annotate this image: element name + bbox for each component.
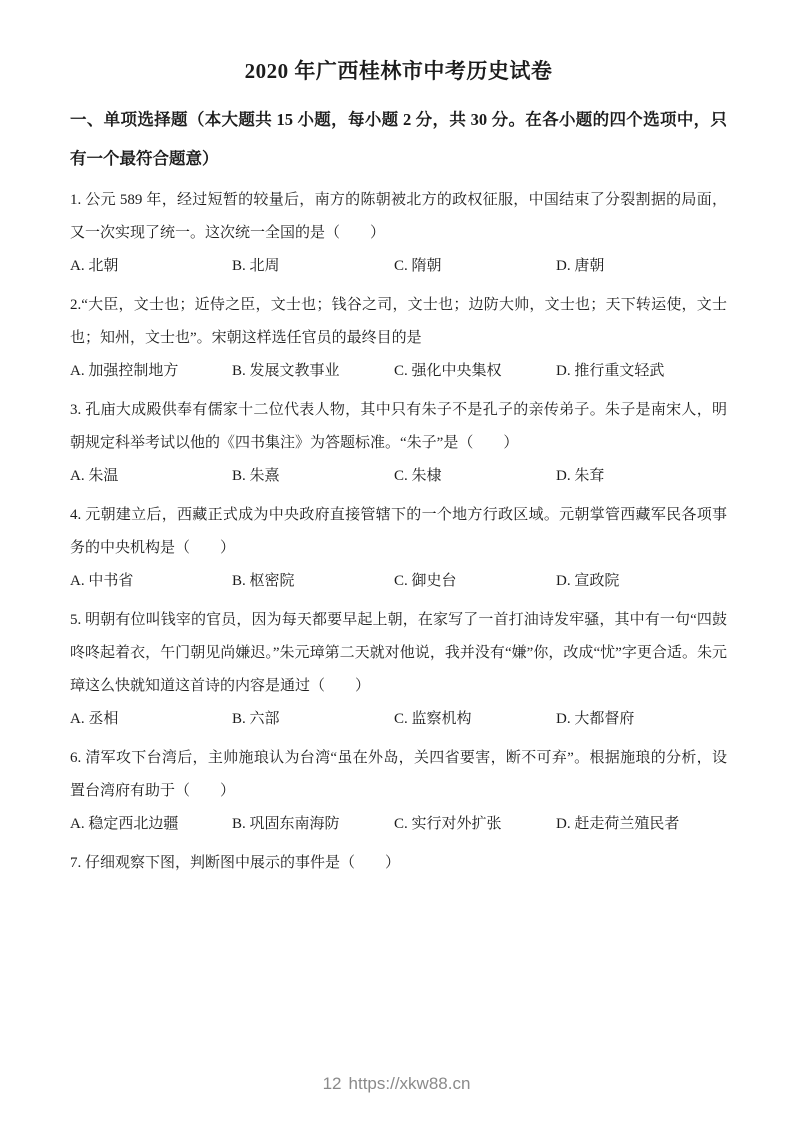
question-5-option-b: B. 六部	[232, 711, 280, 727]
question-3-options	[70, 460, 727, 493]
question-5-option-a: A. 丞相	[70, 711, 119, 727]
question-1-option-b: B. 北周	[232, 258, 280, 274]
question-2-option-c: C. 强化中央集权	[394, 363, 502, 379]
question-3-stem: 3. 孔庙大成殿供奉有儒家十二位代表人物，其中只有朱子不是孔子的亲传弟子。朱子是南宋人，明朝规定科举考试以他的《四书集注》为答题标准。“朱子”是（ ）	[70, 402, 727, 451]
question-3-option-b: B. 朱熹	[232, 468, 280, 484]
question-5	[70, 604, 727, 736]
page-title: 2020 年广西桂林市中考历史试卷	[244, 59, 553, 83]
question-4-option-c: C. 御史台	[394, 573, 457, 589]
question-2-option-b: B. 发展文教事业	[232, 363, 340, 379]
question-4-option-b: B. 枢密院	[232, 573, 295, 589]
question-6-option-a: A. 稳定西北边疆	[70, 816, 179, 832]
question-list	[70, 184, 727, 880]
question-2-stem: 2.“大臣，文士也；近侍之臣，文士也；钱谷之司，文士也；边防大帅，文士也；天下转运使，文士也；知州，文士也”。宋朝这样选任官员的最终目的是	[70, 297, 727, 346]
question-4-options	[70, 565, 727, 598]
question-3-option-c: C. 朱棣	[394, 468, 442, 484]
question-2-option-d: D. 推行重文轻武	[556, 363, 665, 379]
question-2-options	[70, 355, 727, 388]
page-number: 12	[322, 1074, 342, 1093]
question-5-option-c: C. 监察机构	[394, 711, 472, 727]
question-6-option-d: D. 赶走荷兰殖民者	[556, 816, 680, 832]
question-6-stem: 6. 清军攻下台湾后，主帅施琅认为台湾“虽在外岛，关四省要害，断不可弃”。根据施琅的分析，设置台湾府有助于（ ）	[70, 750, 727, 799]
question-5-options	[70, 703, 727, 736]
question-5-stem: 5. 明朝有位叫钱宰的官员，因为每天都要早起上朝，在家写了一首打油诗发牢骚，其中有一句“四鼓咚咚起着衣，午门朝见尚嫌迟。”朱元璋第二天就对他说，我并没有“嫌”你，改成“忧”字更合适。朱元璋这么快就知道这首诗的内容是通过（ ）	[70, 612, 727, 694]
question-6-option-b: B. 巩固东南海防	[232, 816, 340, 832]
question-6	[70, 742, 727, 841]
question-2	[70, 289, 727, 388]
question-1-option-c: C. 隋朝	[394, 258, 442, 274]
question-3-option-d: D. 朱耷	[556, 468, 605, 484]
footer-url: https://xkw88.cn	[348, 1074, 471, 1093]
question-1-stem: 1. 公元 589 年，经过短暂的较量后，南方的陈朝被北方的政权征服，中国结束了分裂割据的局面，又一次实现了统一。这次统一全国的是（ ）	[70, 192, 727, 241]
question-6-options	[70, 808, 727, 841]
question-3-option-a: A. 朱温	[70, 468, 119, 484]
question-5-option-d: D. 大都督府	[556, 711, 635, 727]
question-4-stem: 4. 元朝建立后，西藏正式成为中央政府直接管辖下的一个地方行政区域。元朝掌管西藏军民各项事务的中央机构是（ ）	[70, 507, 727, 556]
question-1-options	[70, 250, 727, 283]
question-3	[70, 394, 727, 493]
page-footer	[0, 1074, 793, 1094]
section-header: 一、单项选择题（本大题共 15 小题，每小题 2 分，共 30 分。在各小题的四个选项中，只有一个最符合题意）	[70, 110, 727, 168]
question-4-option-a: A. 中书省	[70, 573, 134, 589]
question-7	[70, 847, 727, 880]
question-4-option-d: D. 宣政院	[556, 573, 620, 589]
question-1-option-a: A. 北朝	[70, 258, 119, 274]
question-7-stem: 7. 仔细观察下图，判断图中展示的事件是（ ）	[70, 855, 401, 871]
question-1-option-d: D. 唐朝	[556, 258, 605, 274]
question-2-option-a: A. 加强控制地方	[70, 363, 179, 379]
question-1	[70, 184, 727, 283]
question-6-option-c: C. 实行对外扩张	[394, 816, 502, 832]
question-4	[70, 499, 727, 598]
